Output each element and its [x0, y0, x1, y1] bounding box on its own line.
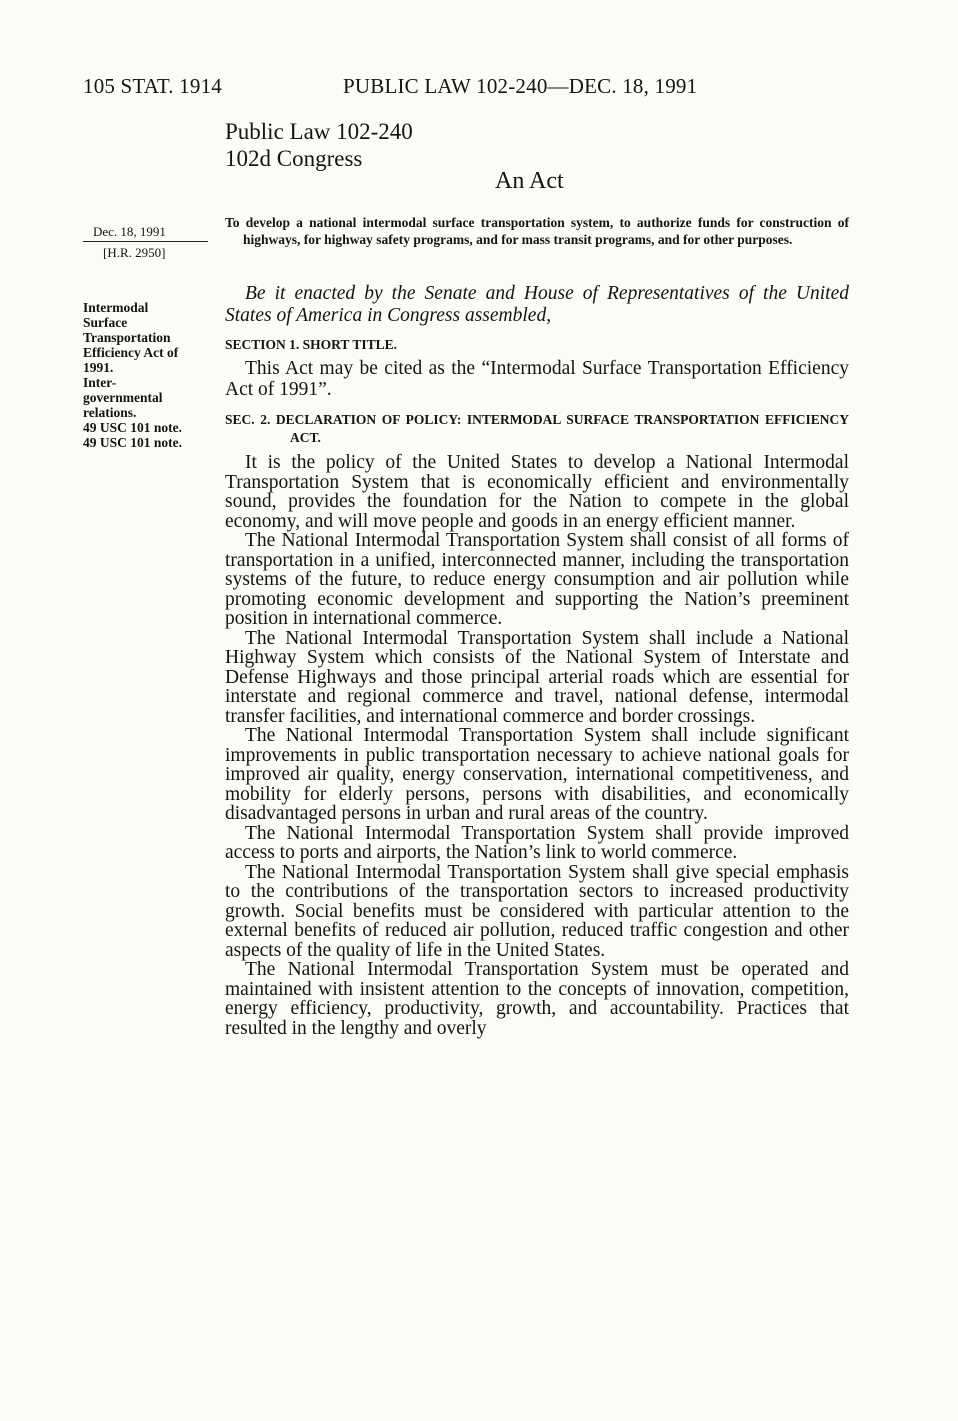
section-1-text: This Act may be cited as the “Intermodal Surface Transportation Efficiency Act of 1991”. [225, 358, 849, 400]
policy-paragraph: It is the policy of the United States to develop a National Intermodal Transportation System that is economically efficient and environmentally sound, provides the foundation for the Nation to compete in the global economy, and will move people and goods in an energy efficient manner. [225, 452, 849, 532]
policy-paragraph: The National Intermodal Transportation System must be operated and maintained with insistent attention to the concepts of innovation, competition, energy efficiency, productivity, growth, and accountability. Practices that resulted in the lengthy and overly [225, 959, 849, 1039]
margin-note-line: Efficiency Act of [83, 345, 179, 360]
policy-paragraph: The National Intermodal Transportation System shall provide improved access to ports and airports, the Nation’s link to world commerce. [225, 822, 849, 863]
public-law-title: Public Law 102-240 [225, 119, 413, 144]
margin-note-line: relations. [83, 405, 137, 420]
margin-note-line: 1991. [83, 360, 114, 375]
policy-paragraph: The National Intermodal Transportation System shall include a National Highway System which consists of the National System of Interstate and Defense Highways and those principal arterial roads which are essential for interstate and regional commerce and travel, national defense, intermodal transfer facilities, and international commerce and border crossings. [225, 627, 849, 727]
an-act-heading: An Act [495, 168, 564, 194]
act-purpose: To develop a national intermodal surface transportation system, to authorize funds for construction of highways, for highway safety programs, and for mass transit programs, and for other purposes. [225, 215, 849, 247]
margin-rule [83, 241, 208, 242]
section-2-body [225, 453, 849, 1038]
margin-date: Dec. 18, 1991 [93, 224, 166, 239]
policy-paragraph: The National Intermodal Transportation System shall include significant improvements in public transportation necessary to achieve national goals for improved air quality, energy conservation, international competitiveness, and mobility for elderly persons, persons with disabilities, and economically disadvantaged persons in urban and rural areas of the country. [225, 725, 849, 824]
running-head: PUBLIC LAW 102-240—DEC. 18, 1991 [343, 74, 698, 98]
margin-note-line: Intermodal [83, 300, 149, 315]
page-number: 105 STAT. 1914 [83, 74, 222, 98]
section-1-heading: SECTION 1. SHORT TITLE. [225, 337, 397, 352]
margin-note-line: Surface [83, 315, 128, 330]
enacting-clause: Be it enacted by the Senate and House of Representatives of the United States of America in Congress assembled, [225, 283, 849, 326]
policy-paragraph: The National Intermodal Transportation System shall consist of all forms of transportation in a unified, interconnected manner, including the transportation systems of the future, to reduce energy consumption and air pollution while promoting economic development and supporting the Nation’s preeminent position in international commerce. [225, 530, 849, 629]
margin-note-line: governmental [83, 390, 163, 405]
margin-notes [83, 300, 213, 450]
margin-note-line: Transportation [83, 330, 171, 345]
policy-paragraph: The National Intermodal Transportation System shall give special emphasis to the contributions of the transportation sectors to increased productivity growth. Social benefits must be considered with particular attention to the external benefits of reduced air pollution, reduced traffic congestion and other aspects of the quality of life in the United States. [225, 861, 849, 961]
margin-note-line: 49 USC 101 note. [83, 420, 183, 435]
margin-note-line: Inter- [83, 375, 117, 390]
section-2-heading: SEC. 2. DECLARATION OF POLICY: INTERMODAL SURFACE TRANSPORTATION EFFICIENCY ACT. [225, 412, 849, 445]
congress-number: 102d Congress [225, 146, 363, 171]
margin-note-line: 49 USC 101 note. [83, 435, 183, 450]
margin-bill-number: [H.R. 2950] [103, 245, 166, 260]
